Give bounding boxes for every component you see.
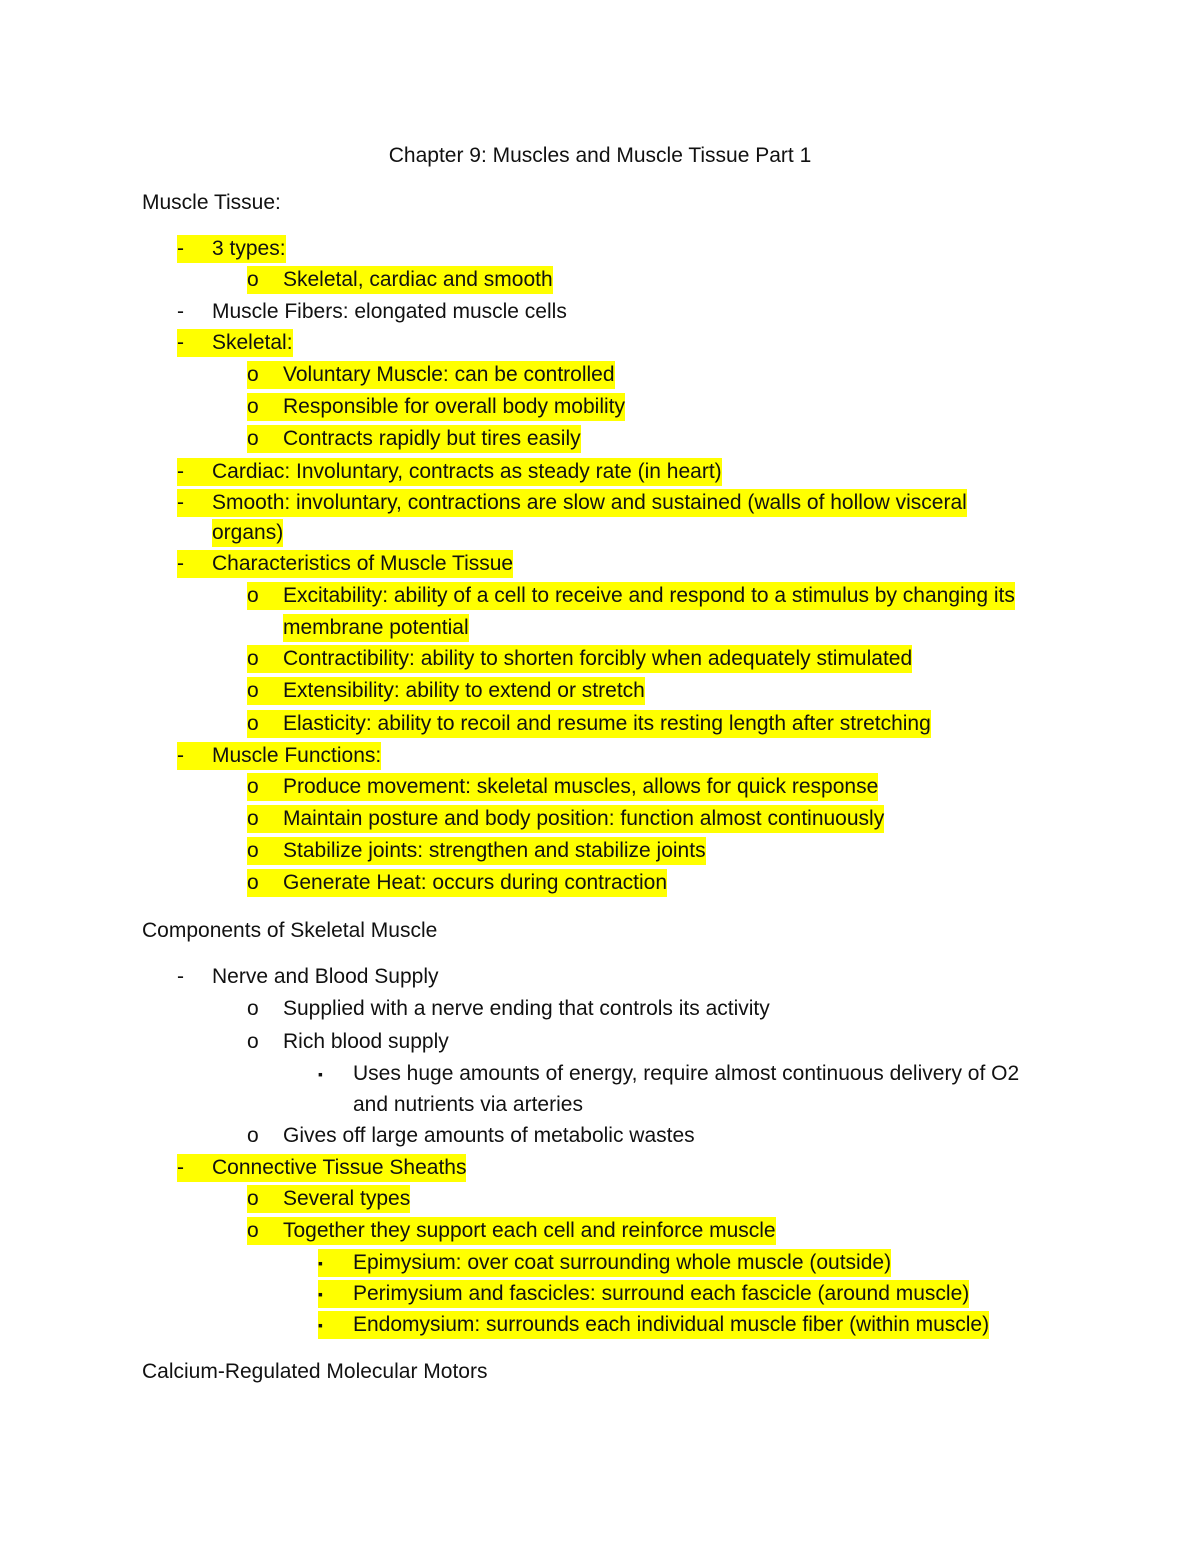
square-bullet: ▪ xyxy=(318,1280,353,1308)
section-heading: Muscle Tissue: xyxy=(142,191,281,214)
list-item: Cardiac: Involuntary, contracts as steady rate (in heart) xyxy=(212,458,722,486)
list-item: Perimysium and fascicles: surround each fascicle (around muscle) xyxy=(353,1280,969,1308)
dash-bullet: - xyxy=(177,965,184,988)
list-item: Rich blood supply xyxy=(283,1030,449,1053)
square-bullet: ▪ xyxy=(318,1066,323,1082)
square-bullet: ▪ xyxy=(318,1249,353,1277)
circle-bullet: o xyxy=(247,677,283,705)
list-item: Supplied with a nerve ending that controls its activity xyxy=(283,997,770,1020)
list-item: Smooth: involuntary, contractions are slow and sustained (walls of hollow visceral xyxy=(212,489,967,517)
circle-bullet: o xyxy=(247,997,259,1020)
list-item: Characteristics of Muscle Tissue xyxy=(212,550,513,578)
section-heading: Components of Skeletal Muscle xyxy=(142,919,438,942)
list-item: Nerve and Blood Supply xyxy=(212,965,439,988)
circle-bullet: o xyxy=(247,425,283,453)
dash-bullet: - xyxy=(177,235,212,263)
dash-bullet: - xyxy=(177,742,212,770)
list-item: Epimysium: over coat surrounding whole muscle (outside) xyxy=(353,1249,891,1277)
circle-bullet: o xyxy=(247,645,283,673)
dash-bullet: - xyxy=(177,300,184,323)
circle-bullet: o xyxy=(247,1217,283,1245)
list-item: Skeletal: xyxy=(212,329,293,357)
dash-bullet: - xyxy=(177,329,212,357)
list-item: Uses huge amounts of energy, require almost continuous delivery of O2 xyxy=(353,1062,1020,1085)
list-item: Voluntary Muscle: can be controlled xyxy=(283,361,615,389)
list-item: Elasticity: ability to recoil and resume its resting length after stretching xyxy=(283,710,931,738)
list-item: Produce movement: skeletal muscles, allows for quick response xyxy=(283,773,878,801)
list-item: Generate Heat: occurs during contraction xyxy=(283,869,667,897)
list-item: Contractibility: ability to shorten forcibly when adequately stimulated xyxy=(283,645,912,673)
list-item: Extensibility: ability to extend or stretch xyxy=(283,677,645,705)
circle-bullet: o xyxy=(247,393,283,421)
dash-bullet: - xyxy=(177,489,212,517)
circle-bullet: o xyxy=(247,582,283,610)
circle-bullet: o xyxy=(247,837,283,865)
list-item: Responsible for overall body mobility xyxy=(283,393,625,421)
list-item: Skeletal, cardiac and smooth xyxy=(283,266,553,294)
list-item: 3 types: xyxy=(212,235,286,263)
circle-bullet: o xyxy=(247,1030,259,1053)
list-item: Together they support each cell and reinforce muscle xyxy=(283,1217,776,1245)
list-item: Maintain posture and body position: function almost continuously xyxy=(283,805,884,833)
circle-bullet: o xyxy=(247,869,283,897)
list-item-continuation: membrane potential xyxy=(283,614,469,642)
list-item: Muscle Functions: xyxy=(212,742,381,770)
list-item: Muscle Fibers: elongated muscle cells xyxy=(212,300,567,323)
list-item: Gives off large amounts of metabolic wastes xyxy=(283,1124,695,1147)
dash-bullet: - xyxy=(177,458,212,486)
circle-bullet: o xyxy=(247,710,283,738)
circle-bullet: o xyxy=(247,805,283,833)
page-title: Chapter 9: Muscles and Muscle Tissue Part 1 xyxy=(388,144,812,167)
list-item-continuation: and nutrients via arteries xyxy=(353,1093,583,1116)
circle-bullet: o xyxy=(247,1124,259,1147)
list-item: Connective Tissue Sheaths xyxy=(212,1154,466,1182)
list-item-continuation: organs) xyxy=(212,519,283,547)
dash-bullet: - xyxy=(177,550,212,578)
dash-bullet: - xyxy=(177,1154,212,1182)
section-heading: Calcium-Regulated Molecular Motors xyxy=(142,1360,488,1383)
circle-bullet: o xyxy=(247,773,283,801)
list-item: Endomysium: surrounds each individual muscle fiber (within muscle) xyxy=(353,1311,989,1339)
square-bullet: ▪ xyxy=(318,1311,353,1339)
list-item: Excitability: ability of a cell to receive and respond to a stimulus by changing its xyxy=(283,582,1015,610)
list-item: Contracts rapidly but tires easily xyxy=(283,425,581,453)
list-item: Several types xyxy=(283,1185,410,1213)
circle-bullet: o xyxy=(247,361,283,389)
circle-bullet: o xyxy=(247,266,283,294)
list-item: Stabilize joints: strengthen and stabilize joints xyxy=(283,837,706,865)
circle-bullet: o xyxy=(247,1185,283,1213)
